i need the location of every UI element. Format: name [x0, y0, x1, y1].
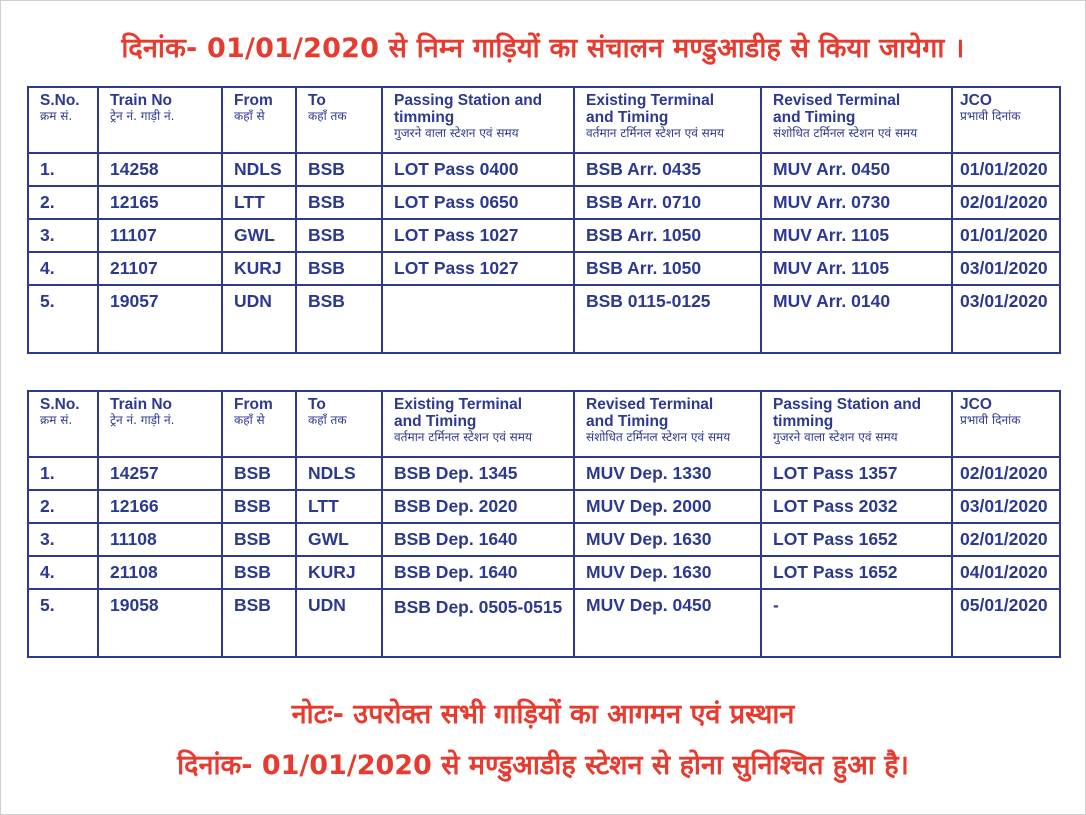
cell-col6: BSB Arr. 1050 — [574, 219, 761, 252]
header-label-hi: ट्रेन नं. गाड़ी नं. — [110, 109, 175, 123]
cell-col7: MUV Arr. 1105 — [761, 219, 952, 252]
cell-train-no: 12165 — [98, 186, 222, 219]
cell-col7: MUV Arr. 0140 — [761, 285, 952, 353]
cell-train-no: 19058 — [98, 589, 222, 657]
table-row — [28, 219, 1060, 252]
cell-from: BSB — [222, 523, 296, 556]
cell-to: BSB — [296, 252, 382, 285]
header-label-hi: ट्रेन नं. गाड़ी नं. — [110, 413, 175, 427]
cell-col7: MUV Arr. 0450 — [761, 153, 952, 186]
table-row — [28, 523, 1060, 556]
header-label-en: S.No. — [40, 92, 80, 109]
cell-col7: MUV Arr. 1105 — [761, 252, 952, 285]
cell-col5: BSB Dep. 1640 — [382, 556, 574, 589]
cell-train-no: 21108 — [98, 556, 222, 589]
cell-to: LTT — [296, 490, 382, 523]
header-label-en: Revised Terminal and Timing — [773, 92, 901, 126]
table-header-row — [28, 87, 1060, 153]
cell-serial-no: 5. — [28, 589, 98, 657]
header-from — [222, 87, 296, 153]
cell-jco: 03/01/2020 — [952, 252, 1060, 285]
header-label-en: Passing Station and timming — [773, 396, 922, 430]
header-serial-no — [28, 391, 98, 457]
cell-to: BSB — [296, 186, 382, 219]
cell-jco: 01/01/2020 — [952, 153, 1060, 186]
header-label-en: JCO — [960, 396, 992, 413]
header-col5 — [382, 391, 574, 457]
header-label-en: S.No. — [40, 396, 80, 413]
cell-serial-no: 2. — [28, 186, 98, 219]
header-col6 — [574, 391, 761, 457]
cell-from: BSB — [222, 490, 296, 523]
header-label-hi: प्रभावी दिनांक — [960, 109, 1021, 123]
header-label-en: To — [308, 396, 326, 413]
cell-jco: 02/01/2020 — [952, 186, 1060, 219]
cell-serial-no: 1. — [28, 153, 98, 186]
cell-from: NDLS — [222, 153, 296, 186]
notice-title: दिनांक- 01/01/2020 से निम्न गाड़ियों का संचालन मण्डुआडीह से किया जायेगा । — [121, 33, 965, 64]
header-to — [296, 391, 382, 457]
header-label-en: Existing Terminal and Timing — [394, 396, 523, 430]
header-label-en: Existing Terminal and Timing — [586, 92, 715, 126]
table-row — [28, 589, 1060, 657]
header-label-en: Train No — [110, 396, 173, 413]
cell-to: BSB — [296, 285, 382, 353]
cell-to: UDN — [296, 589, 382, 657]
cell-col6: BSB Arr. 0710 — [574, 186, 761, 219]
cell-col7: LOT Pass 1652 — [761, 523, 952, 556]
header-col7 — [761, 391, 952, 457]
cell-col6: BSB Arr. 1050 — [574, 252, 761, 285]
cell-jco: 04/01/2020 — [952, 556, 1060, 589]
cell-col7: MUV Arr. 0730 — [761, 186, 952, 219]
header-label-en: To — [308, 92, 326, 109]
cell-train-no: 14257 — [98, 457, 222, 490]
cell-to: KURJ — [296, 556, 382, 589]
cell-col7: LOT Pass 2032 — [761, 490, 952, 523]
header-label-hi: क्रम सं. — [40, 413, 73, 427]
header-label-en: JCO — [960, 92, 992, 109]
header-from — [222, 391, 296, 457]
table-row — [28, 186, 1060, 219]
cell-jco: 01/01/2020 — [952, 219, 1060, 252]
cell-col6: MUV Dep. 1330 — [574, 457, 761, 490]
cell-train-no: 19057 — [98, 285, 222, 353]
cell-serial-no: 4. — [28, 252, 98, 285]
cell-col5: BSB Dep. 0505-0515 — [382, 589, 574, 657]
cell-col5: LOT Pass 0650 — [382, 186, 574, 219]
cell-col6: MUV Dep. 0450 — [574, 589, 761, 657]
cell-from: BSB — [222, 589, 296, 657]
header-train-no — [98, 87, 222, 153]
table-row — [28, 285, 1060, 353]
schedule-table-departures — [27, 390, 1061, 658]
cell-col7: LOT Pass 1652 — [761, 556, 952, 589]
cell-jco: 03/01/2020 — [952, 490, 1060, 523]
header-jco — [952, 391, 1060, 457]
header-label-hi: कहाँ तक — [308, 109, 347, 123]
header-label-hi: कहाँ तक — [308, 413, 347, 427]
table-row — [28, 490, 1060, 523]
cell-col6: MUV Dep. 1630 — [574, 556, 761, 589]
header-label-en: Revised Terminal and Timing — [586, 396, 714, 430]
cell-col6: MUV Dep. 2000 — [574, 490, 761, 523]
cell-col5 — [382, 285, 574, 353]
header-col6 — [574, 87, 761, 153]
cell-serial-no: 1. — [28, 457, 98, 490]
header-label-en: Train No — [110, 92, 173, 109]
header-label-hi: गुजरने वाला स्टेशन एवं समय — [394, 126, 519, 140]
header-jco — [952, 87, 1060, 153]
schedule-table-arrivals — [27, 86, 1061, 354]
cell-to: BSB — [296, 219, 382, 252]
header-label-hi: गुजरने वाला स्टेशन एवं समय — [773, 430, 898, 444]
cell-serial-no: 3. — [28, 523, 98, 556]
cell-jco: 03/01/2020 — [952, 285, 1060, 353]
cell-col6: MUV Dep. 1630 — [574, 523, 761, 556]
header-label-hi: प्रभावी दिनांक — [960, 413, 1021, 427]
header-col5 — [382, 87, 574, 153]
cell-from: UDN — [222, 285, 296, 353]
header-label-hi: संशोधित टर्मिनल स्टेशन एवं समय — [586, 430, 731, 444]
cell-serial-no: 4. — [28, 556, 98, 589]
header-serial-no — [28, 87, 98, 153]
cell-jco: 05/01/2020 — [952, 589, 1060, 657]
cell-serial-no: 2. — [28, 490, 98, 523]
cell-col5: LOT Pass 1027 — [382, 252, 574, 285]
cell-col5: BSB Dep. 1345 — [382, 457, 574, 490]
header-to — [296, 87, 382, 153]
cell-train-no: 14258 — [98, 153, 222, 186]
cell-train-no: 12166 — [98, 490, 222, 523]
cell-to: GWL — [296, 523, 382, 556]
note-line-2: दिनांक- 01/01/2020 से मण्डुआडीह स्टेशन से होना सुनिश्चित हुआ है। — [177, 750, 909, 781]
cell-from: GWL — [222, 219, 296, 252]
cell-from: BSB — [222, 556, 296, 589]
table-row — [28, 457, 1060, 490]
cell-to: BSB — [296, 153, 382, 186]
cell-from: KURJ — [222, 252, 296, 285]
header-train-no — [98, 391, 222, 457]
table-row — [28, 252, 1060, 285]
table-row — [28, 153, 1060, 186]
cell-col5: LOT Pass 0400 — [382, 153, 574, 186]
header-label-hi: संशोधित टर्मिनल स्टेशन एवं समय — [773, 126, 918, 140]
cell-col5: BSB Dep. 2020 — [382, 490, 574, 523]
header-label-hi: वर्तमान टर्मिनल स्टेशन एवं समय — [586, 126, 724, 140]
header-col7 — [761, 87, 952, 153]
cell-col7: - — [761, 589, 952, 657]
table-row — [28, 556, 1060, 589]
cell-jco: 02/01/2020 — [952, 523, 1060, 556]
cell-to: NDLS — [296, 457, 382, 490]
cell-col5: BSB Dep. 1640 — [382, 523, 574, 556]
cell-serial-no: 3. — [28, 219, 98, 252]
cell-from: BSB — [222, 457, 296, 490]
cell-col6: BSB Arr. 0435 — [574, 153, 761, 186]
cell-jco: 02/01/2020 — [952, 457, 1060, 490]
cell-col7: LOT Pass 1357 — [761, 457, 952, 490]
header-label-hi: कहाँ से — [234, 413, 265, 427]
header-label-en: From — [234, 92, 273, 109]
cell-train-no: 21107 — [98, 252, 222, 285]
header-label-hi: वर्तमान टर्मिनल स्टेशन एवं समय — [394, 430, 532, 444]
cell-from: LTT — [222, 186, 296, 219]
cell-serial-no: 5. — [28, 285, 98, 353]
note-line-1: नोटः- उपरोक्त सभी गाड़ियों का आगमन एवं प्रस्थान — [291, 699, 795, 730]
cell-col5: LOT Pass 1027 — [382, 219, 574, 252]
cell-col6: BSB 0115-0125 — [574, 285, 761, 353]
header-label-en: From — [234, 396, 273, 413]
table-header-row — [28, 391, 1060, 457]
header-label-hi: क्रम सं. — [40, 109, 73, 123]
cell-train-no: 11108 — [98, 523, 222, 556]
header-label-hi: कहाँ से — [234, 109, 265, 123]
cell-train-no: 11107 — [98, 219, 222, 252]
header-label-en: Passing Station and timming — [394, 92, 543, 126]
